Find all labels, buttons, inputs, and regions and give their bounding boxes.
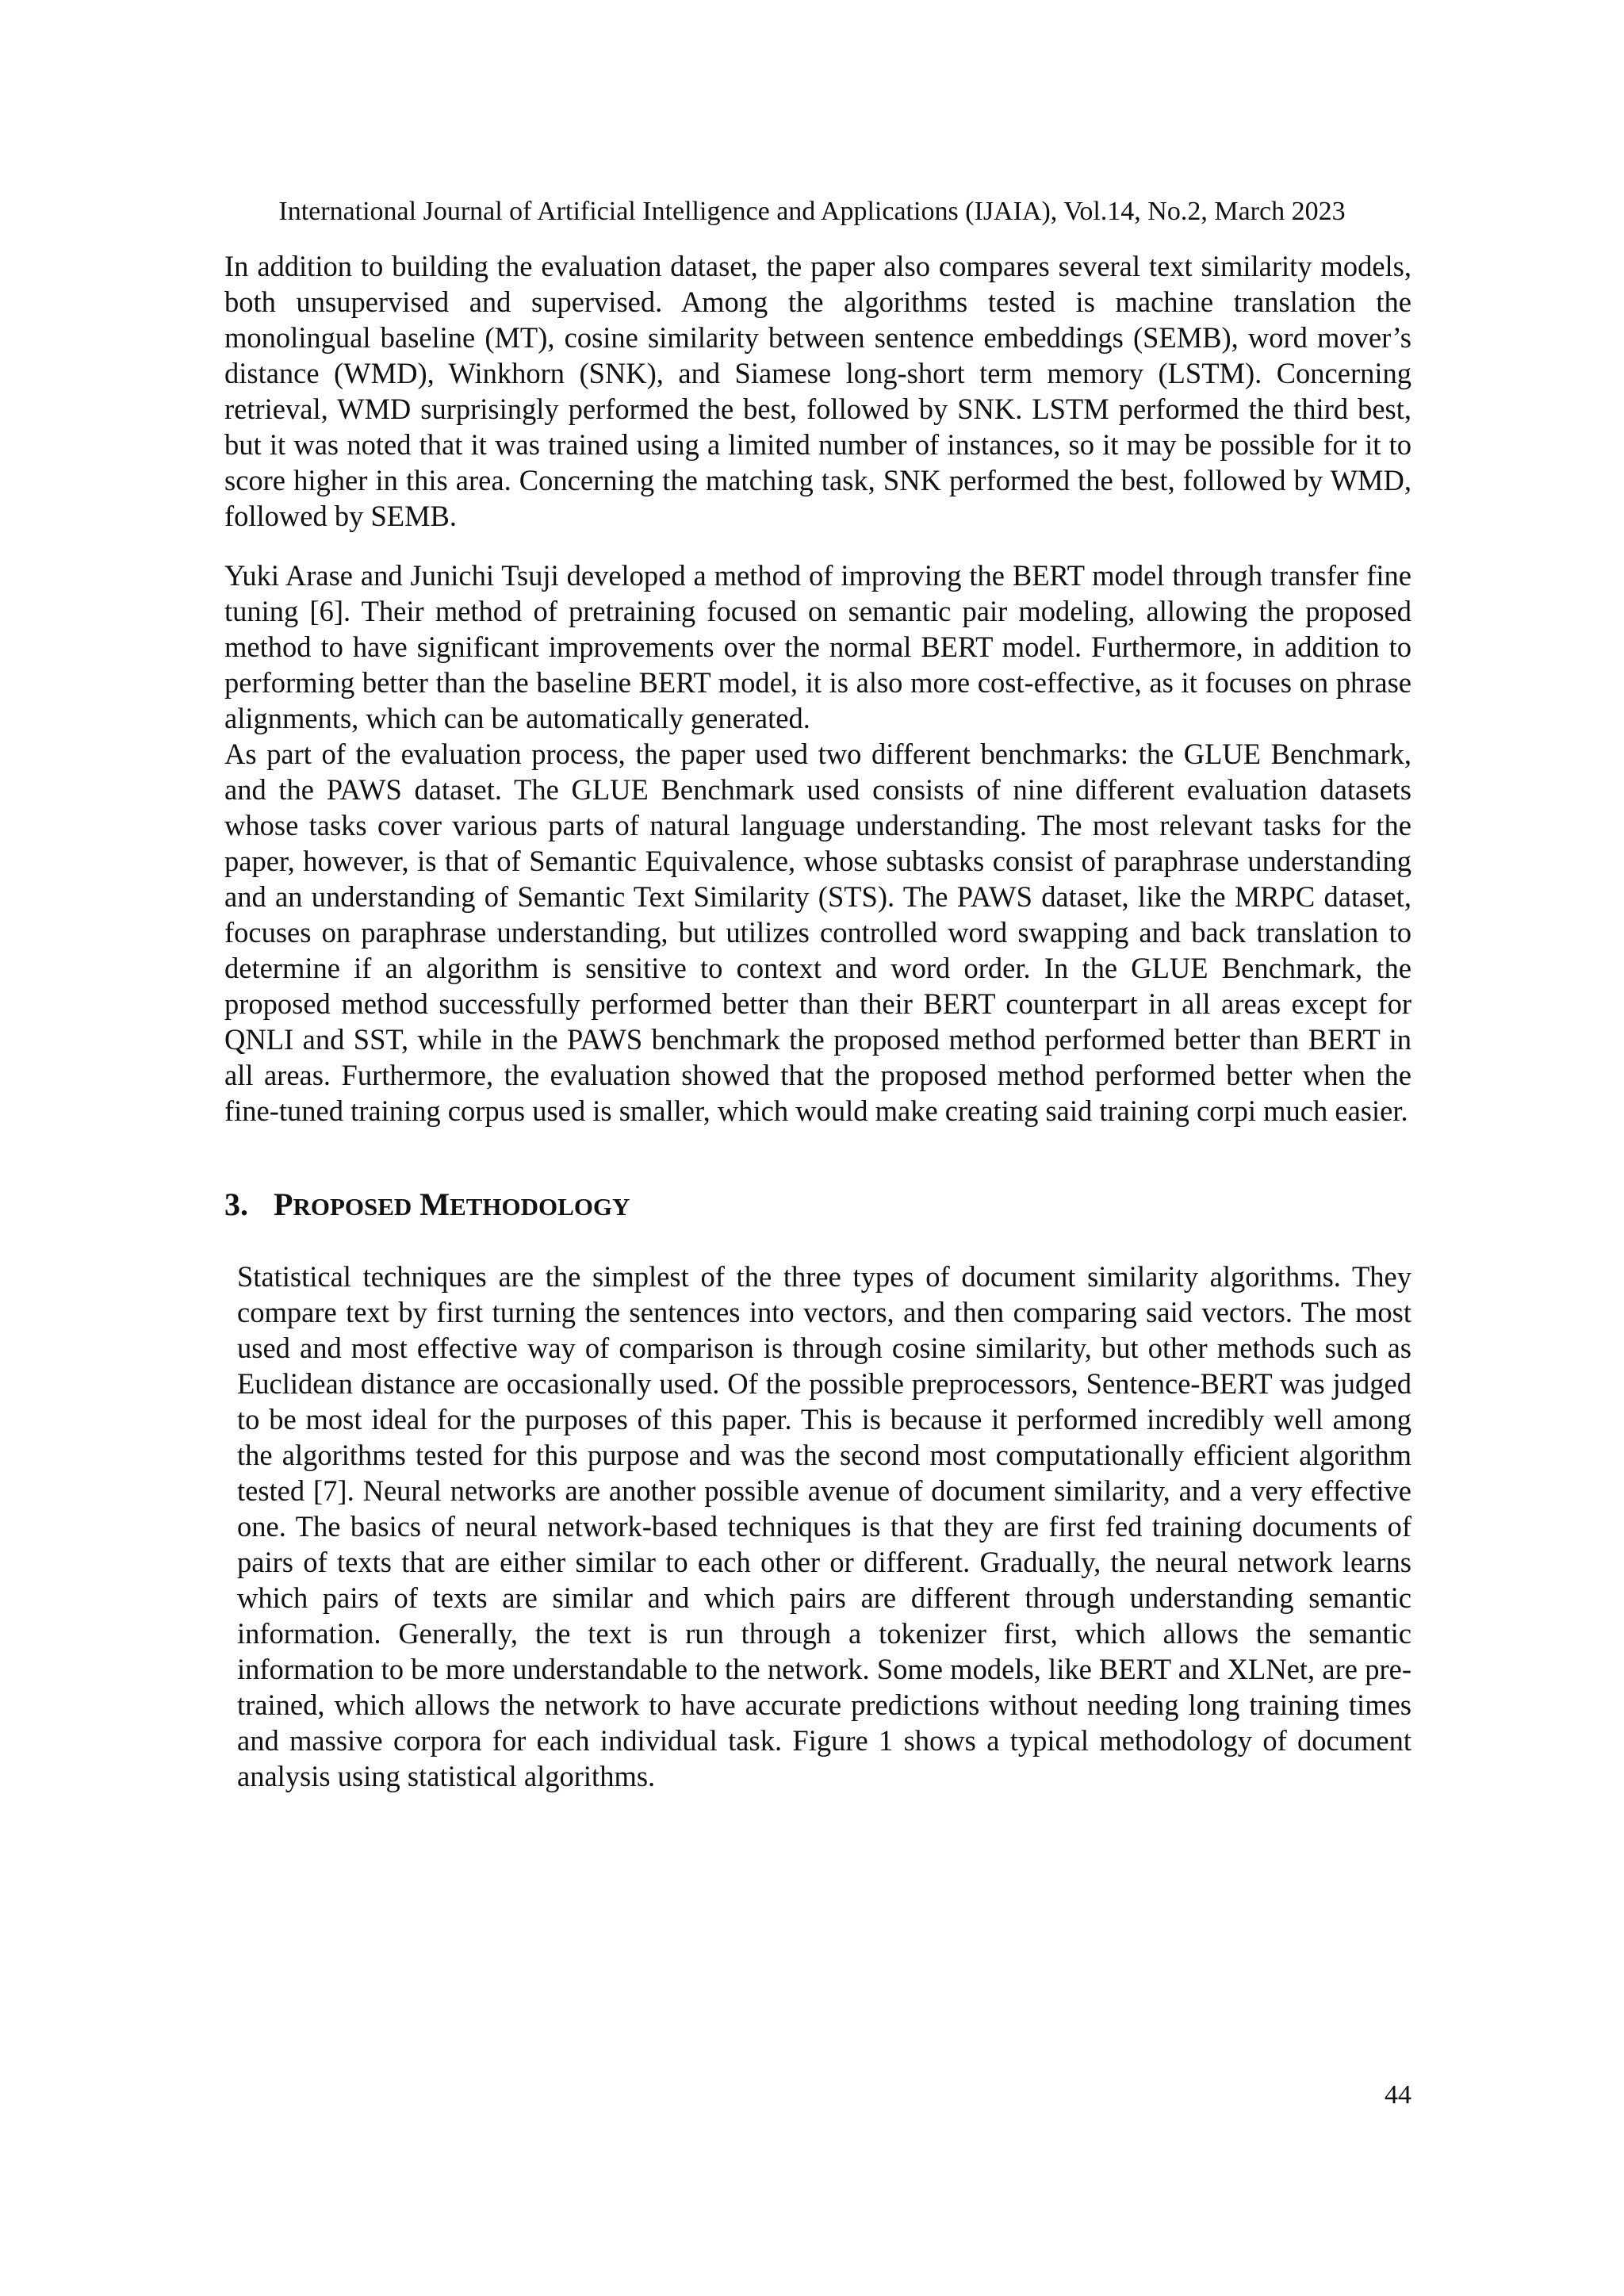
section-title-initial-2: M [419, 1186, 450, 1222]
section-heading [224, 1184, 630, 1228]
paragraph-bert-transfer-fine-tuning: Yuki Arase and Junichi Tsuji developed a method of improving the BERT model through transfer fine tuning [6]. Their method of pretraining focused on semantic pair modeling, allowing the proposed method to have significant improvements over the normal BERT model. Furthermore, in addition to performing better than the baseline BERT model, it is also more cost-effective, as it focuses on phrase alignments, which can be automatically generated. [224, 559, 1411, 734]
paragraph-methodology: Statistical techniques are the simplest of the three types of document similarity algorithms. They compare text by first turning the sentences into vectors, and then comparing said vectors. The most used and most effective way of comparison is through cosine similarity, but other methods such as Euclidean distance are occasionally used. Of the possible preprocessors, Sentence-BERT was judged to be most ideal for the purposes of this paper. This is because it performed incredibly well among the algorithms tested for this purpose and was the second most computationally efficient algorithm tested [7]. Neural networks are another possible avenue of document similarity, and a very effective one. The basics of neural network-based techniques is that they are first fed training documents of pairs of texts that are either similar to each other or different. Gradually, the neural network learns which pairs of texts are similar and which pairs are different through understanding semantic information. Generally, the text is run through a tokenizer first, which allows the semantic information to be more understandable to the network. Some models, like BERT and XLNet, are pre-trained, which allows the network to have accurate predictions without needing long training times and massive corpora for each individual task. Figure 1 shows a typical methodology of document analysis using statistical algorithms. [237, 1260, 1411, 1792]
section-title-rest-1: ROPOSED [293, 1193, 412, 1221]
section-title-initial-1: P [274, 1186, 293, 1222]
section-title-rest-2: ETHODOLOGY [450, 1193, 630, 1221]
section-number: 3. [224, 1186, 248, 1222]
paragraph-evaluation-dataset: In addition to building the evaluation dataset, the paper also compares several text similarity models, both unsupervised and supervised. Among the algorithms tested is machine translation the monolingual baseline (MT), cosine similarity between sentence embeddings (SEMB), word mover’s distance (WMD), Winkhorn (SNK), and Siamese long-short term memory (LSTM). Concerning retrieval, WMD surprisingly performed the best, followed by SNK. LSTM performed the third best, but it was noted that it was trained using a limited number of instances, so it may be possible for it to score higher in this area. Concerning the matching task, SNK performed the best, followed by WMD, followed by SEMB. [224, 250, 1411, 532]
page-number: 44 [1385, 2080, 1411, 2110]
running-header: International Journal of Artificial Intelligence and Applications (IJAIA), Vol.14, No.2, March 2023 [278, 197, 1346, 226]
paragraph-benchmarks: As part of the evaluation process, the paper used two different benchmarks: the GLUE Benchmark, and the PAWS dataset. The GLUE Benchmark used consists of nine different evaluation datasets whose tasks cover various parts of natural language understanding. The most relevant tasks for the paper, however, is that of Semantic Equivalence, whose subtasks consist of paraphrase understanding and an understanding of Semantic Text Similarity (STS). The PAWS dataset, like the MRPC dataset, focuses on paraphrase understanding, but utilizes controlled word swapping and back translation to determine if an algorithm is sensitive to context and word order. In the GLUE Benchmark, the proposed method successfully performed better than their BERT counterpart in all areas except for QNLI and SST, while in the PAWS benchmark the proposed method performed better than BERT in all areas. Furthermore, the evaluation showed that the proposed method performed better when the fine-tuned training corpus used is smaller, which would make creating said training corpi much easier. [224, 738, 1411, 1127]
